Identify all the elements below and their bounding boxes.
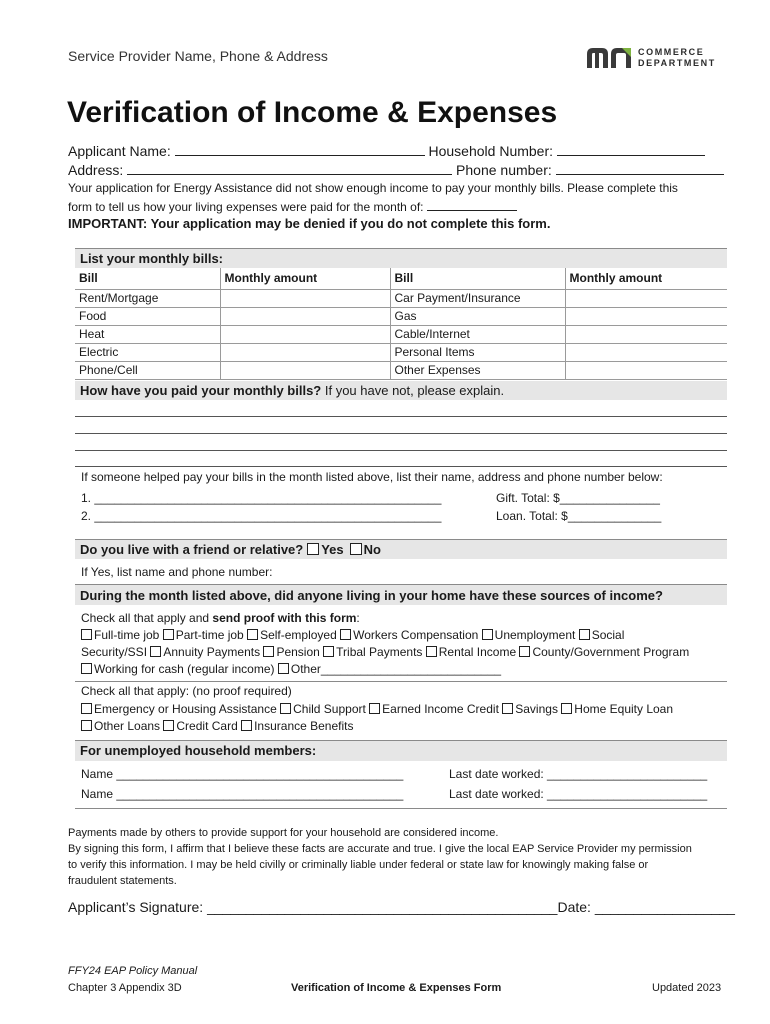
option-label: Savings [515,702,558,716]
footer-manual: FFY24 EAP Policy Manual [68,965,198,977]
minnesota-logo-icon [587,48,633,68]
checkbox[interactable] [519,646,530,657]
helper-2-field[interactable]: 2. ____________________________________________________ [81,509,442,523]
applicant-name-row [68,143,705,159]
option-label: Self-employed [260,628,337,642]
bill-name: Electric [75,344,220,362]
bill-name: Gas [390,308,565,326]
bill-name: Car Payment/Insurance [390,290,565,308]
amount-cell[interactable] [565,344,727,362]
option-label: Child Support [293,702,366,716]
unemployed-name-2[interactable]: Name ___________________________________________ [81,787,404,801]
amount-cell[interactable] [220,290,390,308]
yes-checkbox[interactable] [307,543,319,555]
option-label: Security/SSI [81,645,148,659]
loan-total-field[interactable]: Loan. Total: $______________ [496,509,662,523]
bill-name: Rent/Mortgage [75,290,220,308]
checkbox[interactable] [81,629,92,640]
income-row-4 [81,702,673,716]
last-date-1[interactable]: Last date worked: ________________________ [449,767,708,781]
gift-total-field[interactable]: Gift. Total: $_______________ [496,491,660,505]
date-field[interactable]: __________________ [594,899,735,915]
option-label: Tribal Payments [336,645,423,659]
checkbox[interactable] [247,629,258,640]
checkbox[interactable] [163,720,174,731]
option-label: Annuity Payments [163,645,261,659]
footer-form-name: Verification of Income & Expenses Form [291,982,502,994]
option-label: Home Equity Loan [574,702,674,716]
statement-line-1: Payments made by others to provide support for your household are considered income. [68,827,499,839]
amount-cell[interactable] [220,362,390,380]
household-number-label: Household Number: [428,143,554,159]
last-date-2[interactable]: Last date worked: ________________________ [449,787,708,801]
option-label: Pension [276,645,320,659]
no-label: No [363,542,381,557]
divider [75,681,727,682]
checkbox[interactable] [426,646,437,657]
paid-question-row [80,383,504,398]
amount-cell[interactable] [220,344,390,362]
option-label: Other___________________________ [290,662,502,676]
footer-chapter: Chapter 3 Appendix 3D [68,982,182,994]
helped-text: If someone helped pay your bills in the month listed above, list their name, address and phone number below: [81,470,663,484]
table-row [75,362,727,380]
amount-cell[interactable] [220,308,390,326]
signature-label: Applicant’s Signature: [68,899,208,915]
col-amount-2: Monthly amount [565,268,727,290]
bills-table [75,268,727,380]
option-label: County/Government Program [532,645,690,659]
col-amount: Monthly amount [220,268,390,290]
option-label: Workers Compensation [353,628,479,642]
option-label: Part-time job [175,628,244,642]
checkbox[interactable] [150,646,161,657]
no-checkbox[interactable] [350,543,362,555]
income-row-2 [81,645,689,659]
logo-text-department: DEPARTMENT [638,58,716,68]
paid-question: How have you paid your monthly bills? [80,383,322,398]
household-number-field[interactable] [557,143,705,156]
intro-line-2-row [68,198,517,214]
explain-line-1[interactable] [75,416,727,417]
col-bill: Bill [75,268,220,290]
live-with-question: Do you live with a friend or relative? [80,542,304,557]
footer-updated: Updated 2023 [652,982,722,994]
bill-name: Food [75,308,220,326]
check-prefix: Check all that apply and [81,611,213,625]
bills-heading: List your monthly bills: [80,251,224,266]
amount-cell[interactable] [220,326,390,344]
col-bill-2: Bill [390,268,565,290]
address-row [68,162,724,178]
amount-cell[interactable] [565,290,727,308]
date-label: Date: [557,899,595,915]
checkbox[interactable] [163,629,174,640]
bills-header-row [75,268,727,290]
checkbox[interactable] [340,629,351,640]
option-label: Credit Card [176,719,238,733]
option-label: Earned Income Credit [382,702,499,716]
explain-line-3[interactable] [75,450,727,451]
option-label: Other Loans [94,719,161,733]
noproof-label: Check all that apply: (no proof required) [81,684,292,698]
intro-line-1: Your application for Energy Assistance did not show enough income to pay your monthly bills. Please complete this [68,181,678,195]
logo-text-commerce: COMMERCE [638,47,705,57]
checkbox[interactable] [81,720,92,731]
signature-field[interactable]: _____________________________________________ [207,899,558,915]
income-row-1 [81,628,624,642]
applicant-name-label: Applicant Name: [68,143,171,159]
bill-name: Heat [75,326,220,344]
intro-line-2: form to tell us how your living expenses were paid for the month of: [68,200,424,214]
bill-name: Other Expenses [390,362,565,380]
applicant-name-field[interactable] [175,143,425,156]
checkbox[interactable] [263,646,274,657]
checkbox[interactable] [278,663,289,674]
month-field[interactable] [427,198,517,211]
address-label: Address: [68,162,124,178]
explain-line-4[interactable] [75,466,727,467]
amount-cell[interactable] [565,326,727,344]
checkbox[interactable] [323,646,334,657]
statement-line-3: to verify this information. I may be held civilly or criminally liable under federal or state law for knowingly making false or [68,859,649,871]
checkbox[interactable] [81,663,92,674]
table-row [75,344,727,362]
checkbox[interactable] [482,629,493,640]
address-field[interactable] [127,162,452,175]
provider-header: Service Provider Name, Phone & Address [68,48,328,64]
table-row [75,308,727,326]
option-label: Unemployment [494,628,576,642]
helper-1-field[interactable]: 1. ____________________________________________________ [81,491,442,505]
income-check-instruction [81,611,360,625]
checkbox[interactable] [280,703,291,714]
bill-name: Personal Items [390,344,565,362]
paid-explain: If you have not, please explain. [321,383,505,398]
option-label: Full-time job [94,628,160,642]
check-bold: send proof with this form [212,611,357,625]
amount-cell[interactable] [565,308,727,326]
checkbox[interactable] [241,720,252,731]
phone-label: Phone number: [456,162,552,178]
explain-line-2[interactable] [75,433,727,434]
live-with-row [80,542,381,557]
option-label: Insurance Benefits [254,719,354,733]
income-row-3 [81,662,501,676]
divider [75,808,727,809]
income-row-5 [81,719,354,733]
signature-row [68,899,735,915]
checkbox[interactable] [81,703,92,714]
unemployed-heading: For unemployed household members: [80,743,317,758]
bill-name: Phone/Cell [75,362,220,380]
check-suffix: : [356,611,360,625]
table-row [75,326,727,344]
statement-line-4: fraudulent statements. [68,875,177,887]
checkbox[interactable] [561,703,572,714]
bill-name: Cable/Internet [390,326,565,344]
checkbox[interactable] [579,629,590,640]
option-label: Social [591,628,625,642]
option-label: Rental Income [438,645,517,659]
phone-field[interactable] [556,162,724,175]
yes-label: Yes [321,542,344,557]
checkbox[interactable] [369,703,380,714]
table-row [75,290,727,308]
page-title: Verification of Income & Expenses [67,96,558,129]
checkbox[interactable] [502,703,513,714]
statement-line-2: By signing this form, I affirm that I believe these facts are accurate and true. I give the local EAP Service Provider my permission [68,843,692,855]
option-label: Working for cash (regular income) [94,662,275,676]
live-with-followup: If Yes, list name and phone number: [81,565,273,579]
option-label: Emergency or Housing Assistance [94,702,277,716]
amount-cell[interactable] [565,362,727,380]
important-notice: IMPORTANT: Your application may be denied if you do not complete this form. [68,216,551,231]
unemployed-name-1[interactable]: Name ___________________________________________ [81,767,404,781]
income-heading: During the month listed above, did anyone living in your home have these sources of income? [80,588,663,603]
